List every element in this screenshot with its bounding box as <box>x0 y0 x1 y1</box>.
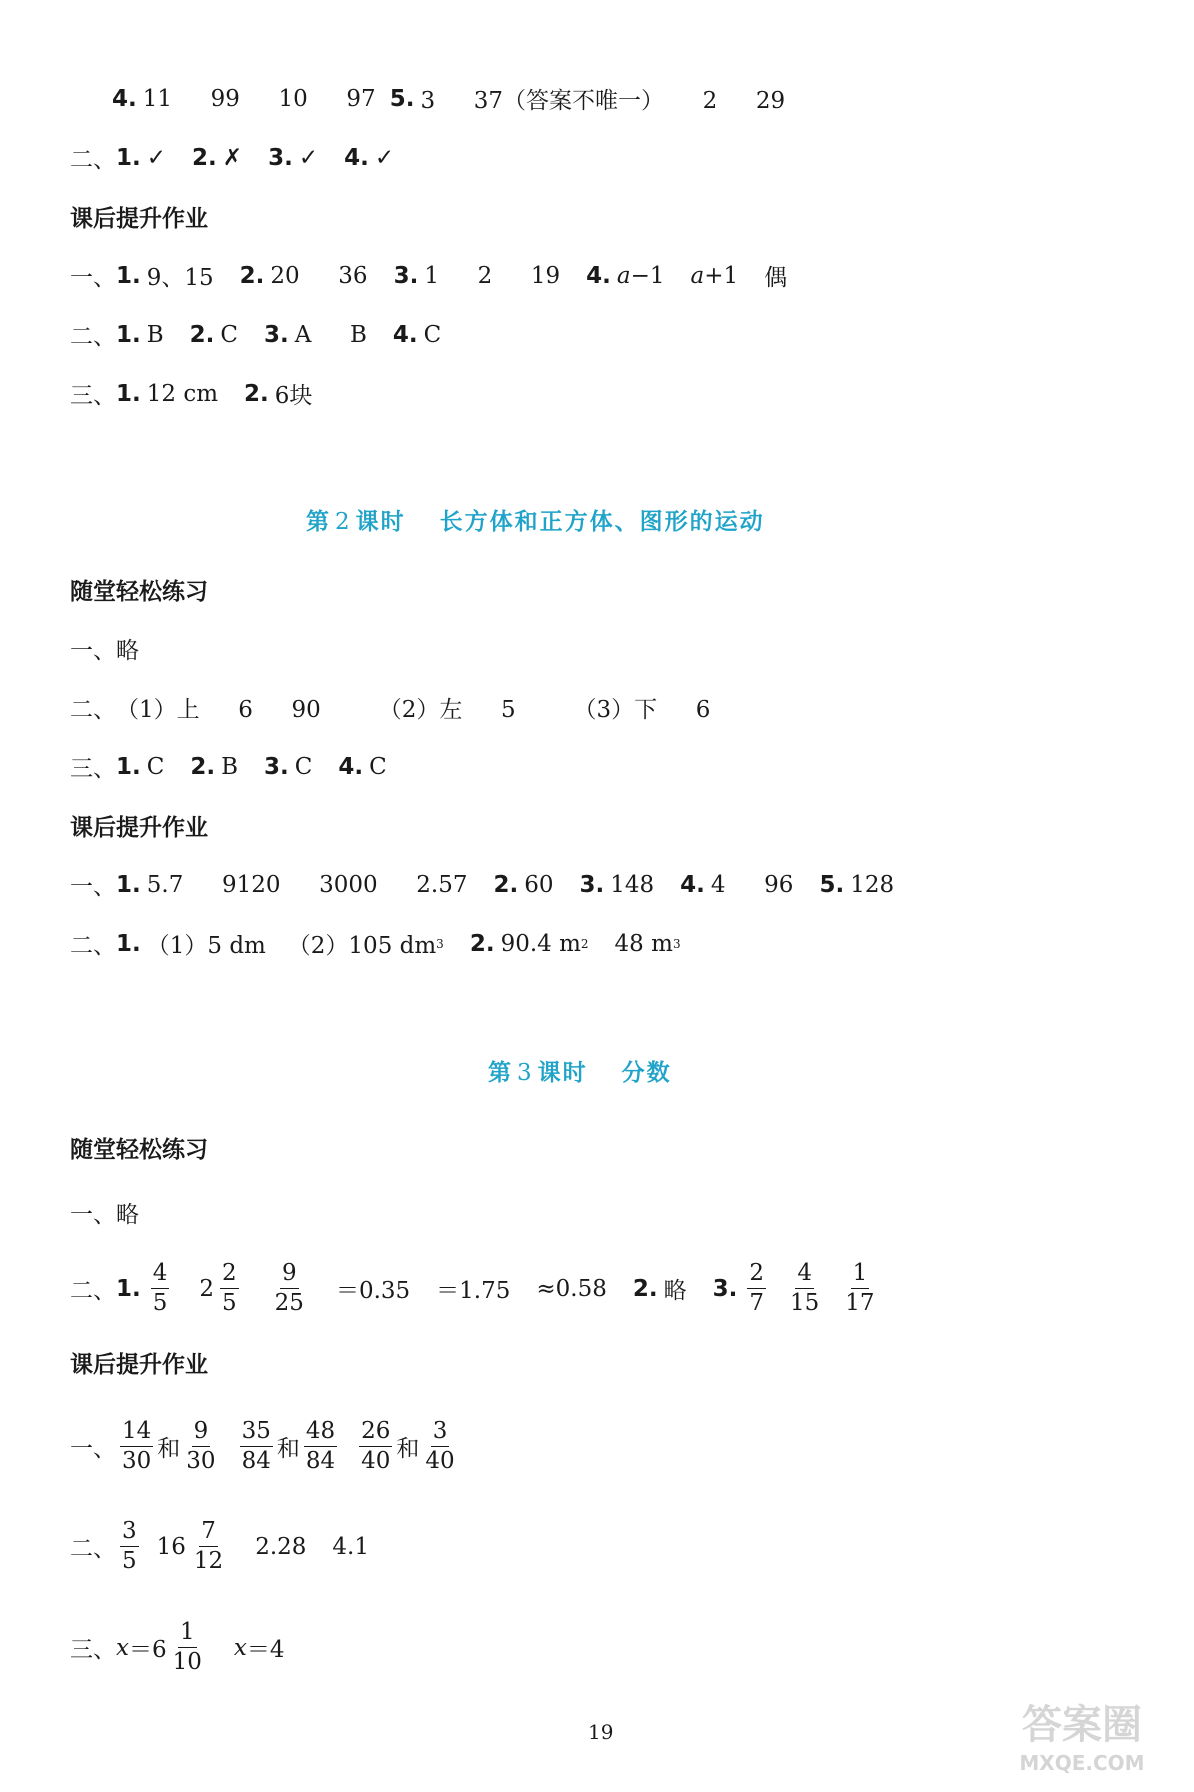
answer-text: C <box>294 753 313 780</box>
answer-line-9 <box>70 868 894 901</box>
answer-text: B <box>146 321 164 348</box>
answer-line-4 <box>70 318 441 351</box>
item-number: 2. <box>469 930 495 957</box>
answer-text: ＝6 <box>128 1637 167 1663</box>
item-number: 4. <box>392 321 418 348</box>
answer-text: 5.7 9120 3000 2.57 <box>146 871 468 898</box>
answer-text: 4.1 <box>332 1533 369 1560</box>
answer-text: ＝1.75 <box>436 1278 511 1304</box>
fraction: $\frac{35}{84}$ <box>241 1418 271 1474</box>
item-number: 1. <box>116 930 141 957</box>
item-number: 4. <box>344 144 369 171</box>
section-prefix: 二、 <box>70 697 116 723</box>
answer-text: 48 m <box>614 930 673 957</box>
section-heading: 课后提升作业 <box>70 815 208 841</box>
answer-text: 20 36 <box>270 262 368 289</box>
answer-line-2 <box>70 141 394 174</box>
answer-text: −1 <box>630 262 665 289</box>
answer-line-10 <box>70 927 681 960</box>
item-number: 1. <box>116 871 141 898</box>
item-number: 1. <box>116 1275 141 1302</box>
lesson-prefix: 第 <box>488 1060 513 1086</box>
answer-line-7 <box>70 691 710 724</box>
item-number: 3. <box>268 144 293 171</box>
lesson-name: 分数 <box>621 1060 672 1086</box>
fraction: $\frac{2}{5}$ <box>222 1260 237 1316</box>
answer-text: 偶 <box>764 265 788 291</box>
answer-text: C <box>369 753 387 780</box>
check-mark: ✓ <box>298 144 319 171</box>
conjunction: 和 <box>157 1436 181 1462</box>
exponent: 2 <box>580 936 589 951</box>
section-heading: 课后提升作业 <box>70 1352 208 1378</box>
fraction: $\frac{4}{5}$ <box>152 1260 168 1316</box>
lesson-name: 长方体和正方体、图形的运动 <box>439 509 765 535</box>
item-number: 1. <box>116 380 141 407</box>
section-prefix: 三、 <box>70 383 116 409</box>
answer-text: 128 <box>850 871 895 898</box>
cross-mark: ✗ <box>222 144 243 171</box>
answer-text: 略 <box>116 638 139 664</box>
fraction: $\frac{3}{40}$ <box>425 1418 455 1474</box>
lesson-number: 3 <box>517 1060 534 1086</box>
section-prefix: 三、 <box>70 1637 116 1663</box>
section-prefix: 二、 <box>70 1278 116 1304</box>
item-number: 1. <box>116 262 141 289</box>
conjunction: 和 <box>396 1436 420 1462</box>
check-mark: ✓ <box>146 144 167 171</box>
item-number: 2. <box>632 1275 658 1302</box>
answer-text: ≈0.58 <box>536 1275 607 1302</box>
fraction: $\frac{14}{30}$ <box>122 1418 152 1474</box>
fraction: $\frac{9}{30}$ <box>186 1418 216 1474</box>
section-prefix: 三、 <box>70 756 116 782</box>
fraction: $\frac{3}{5}$ <box>122 1518 137 1574</box>
answer-line-8 <box>70 750 387 783</box>
answer-line-14 <box>70 1520 369 1573</box>
watermark-logo <box>992 1690 1172 1780</box>
exponent: 3 <box>436 936 444 951</box>
item-number: 3. <box>712 1275 738 1302</box>
fraction: $\frac{26}{40}$ <box>361 1418 391 1474</box>
item-number: 2. <box>493 871 519 898</box>
answer-text: 60 <box>524 871 554 898</box>
lesson-number: 2 <box>335 509 352 535</box>
item-number: 4. <box>338 753 364 780</box>
answer-text: 4 96 <box>710 871 794 898</box>
item-number: 2. <box>239 262 265 289</box>
answer-text: 9、15 <box>146 265 214 291</box>
answer-line-15 <box>70 1621 285 1674</box>
fraction: $\frac{9}{25}$ <box>274 1260 304 1316</box>
fraction: $\frac{7}{12}$ <box>193 1518 224 1574</box>
item-number: 1. <box>116 753 141 780</box>
section-prefix: 二、 <box>70 1536 116 1562</box>
section-heading: 随堂轻松练习 <box>70 579 208 605</box>
answer-text: +1 <box>704 262 739 289</box>
answer-line-1 <box>112 82 785 115</box>
whole-number: 2 <box>199 1275 215 1302</box>
page-number: 19 <box>588 1720 614 1744</box>
section-prefix: 一、 <box>70 874 116 900</box>
answer-line-6 <box>70 632 139 665</box>
section-prefix: 二、 <box>70 147 116 173</box>
item-number: 2. <box>192 144 217 171</box>
answer-text: 148 <box>610 871 655 898</box>
lesson-title <box>306 503 765 536</box>
answer-text: 6块 <box>274 383 313 409</box>
whole-number: 16 <box>156 1533 186 1560</box>
section-heading: 随堂轻松练习 <box>70 1137 208 1163</box>
answer-text: C <box>220 321 239 348</box>
answer-text: C <box>146 753 165 780</box>
answer-text: ＝4 <box>246 1637 285 1663</box>
item-number: 4. <box>112 85 137 112</box>
answer-text: （1）上 6 90 （2）左 5 （3）下 6 <box>116 697 711 723</box>
answer-line-5 <box>70 377 312 410</box>
answer-text: B <box>221 753 239 780</box>
lesson-suffix: 课时 <box>537 1060 588 1086</box>
conjunction: 和 <box>276 1436 300 1462</box>
watermark-text: 答案圈 <box>1022 1702 1142 1748</box>
item-number: 4. <box>680 871 705 898</box>
answer-text: 11 99 10 97 <box>142 85 376 112</box>
section-prefix: 一、 <box>70 638 116 664</box>
item-number: 2. <box>190 753 216 780</box>
answer-text: ＝0.35 <box>335 1278 411 1304</box>
answer-text: 1 2 19 <box>424 262 561 289</box>
item-number: 4. <box>586 262 611 289</box>
item-number: 5. <box>389 85 415 112</box>
section-prefix: 二、 <box>70 324 116 350</box>
item-number: 3. <box>393 262 419 289</box>
lesson-title <box>488 1054 672 1087</box>
answer-line-3 <box>70 259 787 292</box>
item-number: 5. <box>819 871 845 898</box>
check-mark: ✓ <box>374 144 395 171</box>
section-prefix: 二、 <box>70 933 116 959</box>
answer-line-13 <box>70 1420 461 1473</box>
lesson-prefix: 第 <box>306 509 331 535</box>
answer-line-12 <box>70 1262 881 1315</box>
section-prefix: 一、 <box>70 1436 116 1462</box>
answer-text: 2.28 <box>255 1533 307 1560</box>
item-number: 2. <box>189 321 215 348</box>
answer-text: 12 cm <box>146 380 219 407</box>
fraction: $\frac{1}{17}$ <box>845 1260 875 1316</box>
answer-text: （1）5 dm （2）105 dm <box>146 933 437 959</box>
variable: a <box>690 262 705 289</box>
item-number: 3. <box>579 871 605 898</box>
item-number: 1. <box>116 144 141 171</box>
section-prefix: 一、 <box>70 1202 116 1228</box>
variable: x <box>233 1634 247 1661</box>
answer-text: C <box>423 321 442 348</box>
exponent: 3 <box>672 936 681 951</box>
variable: x <box>116 1634 129 1661</box>
item-number: 2. <box>244 380 269 407</box>
answer-text: A B <box>294 321 367 348</box>
answer-text: 略 <box>663 1278 687 1304</box>
item-number: 3. <box>264 321 289 348</box>
lesson-suffix: 课时 <box>355 509 406 535</box>
fraction: $\frac{2}{7}$ <box>749 1260 765 1316</box>
fraction: $\frac{1}{10}$ <box>172 1619 202 1675</box>
variable: a <box>616 262 631 289</box>
section-heading: 课后提升作业 <box>70 206 208 232</box>
watermark-url: MXQE.COM <box>1019 1751 1145 1775</box>
item-number: 1. <box>116 321 141 348</box>
answer-text: 略 <box>116 1202 139 1228</box>
fraction: $\frac{4}{15}$ <box>790 1260 820 1316</box>
section-prefix: 一、 <box>70 265 116 291</box>
fraction: $\frac{48}{84}$ <box>305 1418 336 1474</box>
answer-text: 3 37（答案不唯一） 2 29 <box>420 88 786 114</box>
answer-text: 90.4 m <box>500 930 581 957</box>
answer-line-11 <box>70 1196 139 1229</box>
item-number: 3. <box>264 753 289 780</box>
